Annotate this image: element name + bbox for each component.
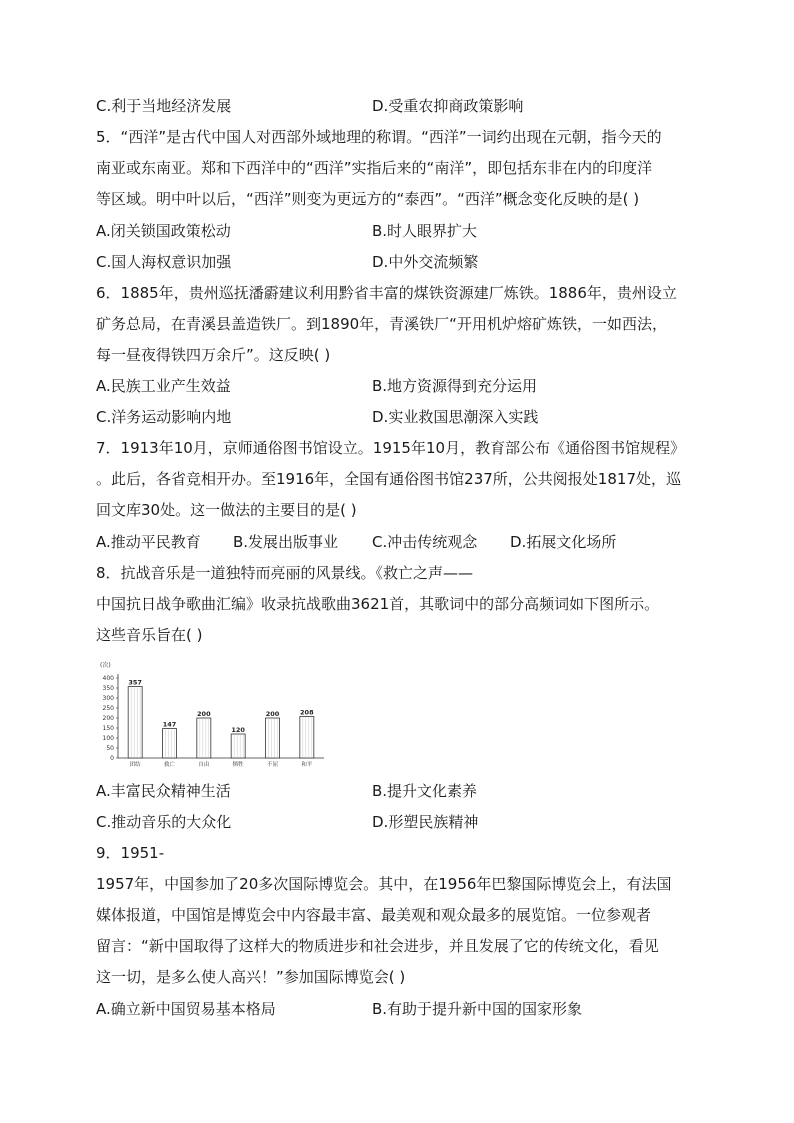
q6-stem-line2: 矿务总局，在青溪县盖造铁厂。到1890年，青溪铁厂“开用机炉熔矿炼铁，一如西法， xyxy=(96,315,667,333)
q6-option-b: B.地方资源得到充分运用 xyxy=(372,377,538,395)
q9-stem-line1: 9．1951- xyxy=(96,844,165,862)
bar-value-label: 120 xyxy=(231,726,245,734)
q8-stem-line1: 8．抗战音乐是一道独特而亮丽的风景线。《救亡之声—— xyxy=(96,564,474,582)
q8-option-d: D.形塑民族精神 xyxy=(372,813,479,831)
q7-option-d: D.拓展文化场所 xyxy=(510,533,617,551)
q5-stem-line3: 等区域。明中叶以后，“西洋”则变为更远方的“泰西”。“西洋”概念变化反映的是( ) xyxy=(96,190,640,208)
q9-stem-line5: 这一切，是多么使人高兴！”参加国际博览会( ) xyxy=(96,968,406,986)
x-category-label: 救亡 xyxy=(163,762,176,768)
q8-option-c: C.推动音乐的大众化 xyxy=(96,813,232,831)
q8-stem-line3: 这些音乐旨在( ) xyxy=(96,626,203,644)
y-tick-label: 150 xyxy=(102,725,114,732)
y-axis-unit-label: (次) xyxy=(100,662,111,669)
bar-value-label: 200 xyxy=(197,710,211,718)
bar-value-label: 200 xyxy=(265,710,280,718)
bar-value-label: 147 xyxy=(162,720,177,729)
q8-stem-line2: 中国抗日战争歌曲汇编》收录抗战歌曲3621首，其歌词中的部分高频词如下图所示。 xyxy=(96,595,660,613)
high-frequency-words-bar-chart xyxy=(96,658,328,770)
q6-stem-line1: 6．1885年，贵州巡抚潘霨建议利用黔省丰富的煤铁资源建厂炼铁。1886年，贵州设立 xyxy=(96,284,677,302)
x-category-label: 牺牲 xyxy=(232,762,244,768)
q9-stem-line4: 留言：“新中国取得了这样大的物质进步和社会进步，并且发展了它的传统文化，看见 xyxy=(96,937,659,955)
q4-option-c: C.利于当地经济发展 xyxy=(96,97,232,115)
q7-stem-line2: 。此后，各省竞相开办。至1916年，全国有通俗图书馆237所，公共阅报处1817处，巡 xyxy=(96,470,681,488)
q7-option-b: B.发展出版事业 xyxy=(233,533,339,551)
y-tick-label: 200 xyxy=(102,715,114,722)
q5-option-c: C.国人海权意识加强 xyxy=(96,253,232,271)
q7-stem-line1: 7．1913年10月，京师通俗图书馆设立。1915年10月，教育部公布《通俗图书馆规程》 xyxy=(96,439,686,457)
bar-value-label: 357 xyxy=(128,678,142,687)
q5-stem-line2: 南亚或东南亚。郑和下西洋中的“西洋”实指后来的“南洋”，即包括东非在内的印度洋 xyxy=(96,159,653,177)
q9-option-a: A.确立新中国贸易基本格局 xyxy=(96,1000,276,1018)
q6-option-c: C.洋务运动影响内地 xyxy=(96,408,232,426)
q7-option-c: C.冲击传统观念 xyxy=(372,533,478,551)
q4-option-d: D.受重农抑商政策影响 xyxy=(372,97,524,115)
q7-stem-line3: 回文库30处。这一做法的主要目的是( ) xyxy=(96,501,357,519)
q6-option-a: A.民族工业产生效益 xyxy=(96,377,231,395)
q8-option-b: B.提升文化素养 xyxy=(372,782,478,800)
q6-option-d: D.实业救国思潮深入实践 xyxy=(372,408,539,426)
y-tick-label: 100 xyxy=(102,735,114,742)
y-tick-label: 250 xyxy=(102,705,114,712)
x-category-label: 不屈 xyxy=(266,762,279,768)
x-category-label: 和平 xyxy=(301,762,313,768)
y-tick-label: 400 xyxy=(102,675,114,682)
x-category-label: 团结 xyxy=(129,762,141,768)
bar-value-label: 208 xyxy=(300,708,314,717)
q9-stem-line2: 1957年，中国参加了20多次国际博览会。其中，在1956年巴黎国际博览会上，有法国 xyxy=(96,875,672,893)
q5-option-a: A.闭关锁国政策松动 xyxy=(96,222,231,240)
y-tick-label: 350 xyxy=(102,685,114,692)
q7-option-a: A.推动平民教育 xyxy=(96,533,201,551)
y-tick-label: 0 xyxy=(110,755,114,762)
q9-stem-line3: 媒体报道，中国馆是博览会中内容最丰富、最美观和观众最多的展览馆。一位参观者 xyxy=(96,906,652,924)
q9-option-b: B.有助于提升新中国的国家形象 xyxy=(372,1000,583,1018)
q6-stem-line3: 每一昼夜得铁四万余斤”。这反映( ) xyxy=(96,346,331,364)
q5-option-b: B.时人眼界扩大 xyxy=(372,222,478,240)
y-tick-label: 300 xyxy=(102,695,114,702)
q8-option-a: A.丰富民众精神生活 xyxy=(96,782,231,800)
q5-stem-line1: 5．“西洋”是古代中国人对西部外域地理的称谓。“西洋”一词约出现在元朝，指今天的 xyxy=(96,128,662,146)
q5-option-d: D.中外交流频繁 xyxy=(372,253,479,271)
y-tick-label: 50 xyxy=(106,745,114,752)
x-category-label: 自由 xyxy=(198,762,210,768)
